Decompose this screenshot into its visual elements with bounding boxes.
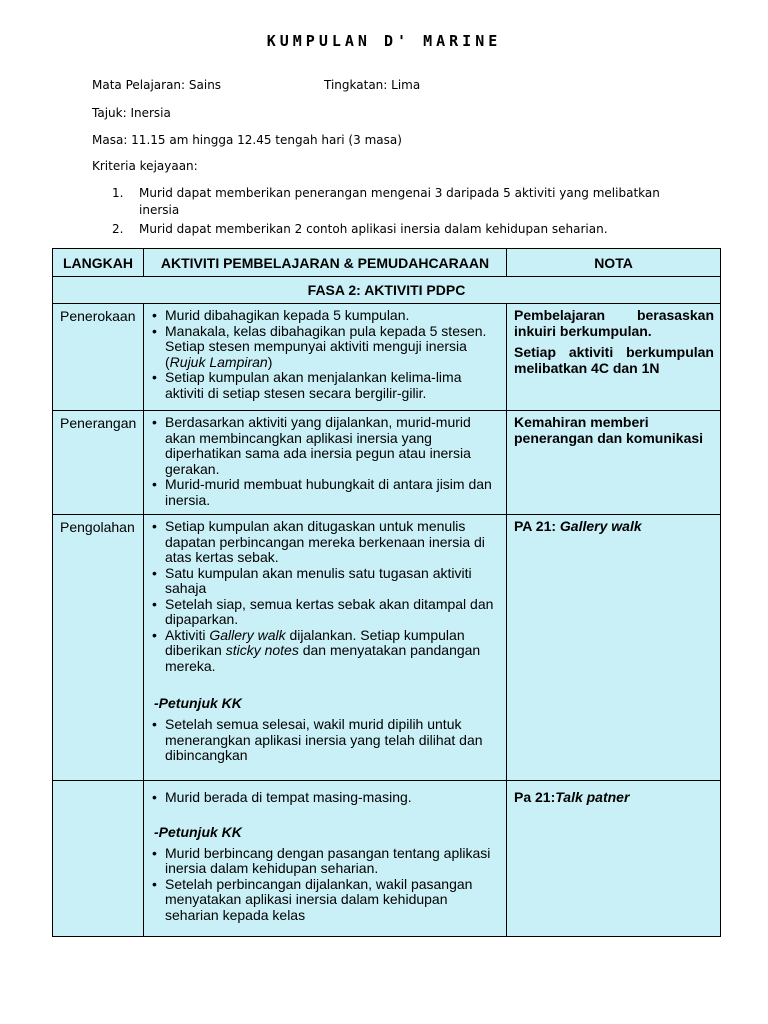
- criteria-number: 1.: [112, 186, 124, 200]
- step-label: [53, 781, 144, 937]
- criteria-item: [112, 185, 672, 219]
- list-item: • Setiap kumpulan akan ditugaskan untuk menulis dapatan perbincangan mereka berkenaan inersia di atas kertas sebak.: [152, 518, 485, 565]
- activities-cell: [144, 411, 507, 515]
- list-item: • Satu kumpulan akan menulis satu tugasan aktiviti sahaja: [152, 564, 472, 596]
- notes-cell: PA 21: Gallery walk: [507, 515, 721, 781]
- bullet-icon: •: [152, 307, 157, 323]
- bullet-icon: •: [152, 476, 157, 492]
- bullet-icon: •: [152, 716, 157, 732]
- petunjuk-heading: -Petunjuk KK: [154, 823, 242, 840]
- table-row: [53, 411, 721, 515]
- petunjuk-heading: -Petunjuk KK: [154, 695, 242, 711]
- phase-title: FASA 2: AKTIVITI PDPC: [53, 277, 721, 304]
- criteria-item: [112, 221, 672, 238]
- step-label: Penerangan: [53, 411, 144, 515]
- bullet-icon: •: [152, 844, 157, 861]
- list-item: • Murid-murid membuat hubungkait di antara jisim dan inersia.: [152, 476, 492, 508]
- document-title: KUMPULAN D' MARINE: [266, 32, 502, 50]
- bullet-icon: •: [152, 414, 157, 430]
- table-row: [53, 781, 721, 937]
- list-item: • Murid berada di tempat masing-masing.: [152, 789, 412, 805]
- header-nota: NOTA: [507, 249, 721, 277]
- activities-cell: [144, 304, 507, 411]
- bullet-icon: •: [152, 564, 157, 581]
- notes-cell: Pembelajaran berasaskan inkuiri berkumpulan. Setiap aktiviti berkumpulan melibatkan 4C dan 1N: [507, 304, 721, 411]
- criteria-text: Murid dapat memberikan 2 contoh aplikasi inersia dalam kehidupan seharian.: [139, 222, 608, 236]
- table-row: [53, 304, 721, 411]
- list-item: • Setiap kumpulan akan menjalankan kelima-lima aktiviti di setiap stesen secara bergilir-gilir.: [152, 369, 462, 401]
- step-label: Penerokaan: [53, 304, 144, 411]
- list-item: • Berdasarkan aktiviti yang dijalankan, murid-murid akan membincangkan aplikasi inersia yang diperhatikan sama ada inersia pegun atau inersia gerakan.: [152, 414, 471, 477]
- bullet-icon: •: [152, 789, 157, 805]
- form-label: Tingkatan: Lima: [324, 78, 421, 92]
- bullet-icon: •: [152, 595, 157, 612]
- list-item: • Setelah siap, semua kertas sebak akan ditampal dan dipaparkan.: [152, 595, 494, 627]
- criteria-text: Murid dapat memberikan penerangan mengenai 3 daripada 5 aktiviti yang melibatkan inersia: [139, 186, 660, 217]
- bullet-icon: •: [152, 322, 157, 339]
- list-item: • Manakala, kelas dibahagikan pula kepada 5 stesen. Setiap stesen mempunyai aktiviti menguji inersia (Rujuk Lampiran): [152, 322, 487, 370]
- bullet-icon: •: [152, 626, 157, 643]
- list-item: • Murid berbincang dengan pasangan tentang aplikasi inersia dalam kehidupan seharian.: [152, 844, 491, 876]
- subject-label: Mata Pelajaran: Sains: [92, 78, 222, 92]
- activities-cell: [144, 781, 507, 937]
- phase-row: [53, 277, 721, 304]
- criteria-list: [112, 185, 672, 240]
- bullet-icon: •: [152, 369, 157, 385]
- list-item: • Setelah perbincangan dijalankan, wakil pasangan menyatakan aplikasi inersia dalam kehidupan seharian kepada kelas: [152, 875, 473, 923]
- activities-cell: [144, 515, 507, 781]
- notes-cell: Pa 21:Talk patner: [507, 781, 721, 937]
- table-row: [53, 515, 721, 781]
- list-item: • Setelah semua selesai, wakil murid dipilih untuk menerangkan aplikasi inersia yang telah dilihat dan dibincangkan: [152, 716, 483, 763]
- topic-label: Tajuk: Inersia: [92, 106, 171, 120]
- header-aktiviti: AKTIVITI PEMBELAJARAN & PEMUDAHCARAAN: [144, 249, 507, 277]
- criteria-heading: Kriteria kejayaan:: [92, 159, 198, 173]
- notes-cell: Kemahiran memberi penerangan dan komunikasi: [507, 411, 721, 515]
- lesson-plan-table: [52, 248, 721, 937]
- bullet-icon: •: [152, 875, 157, 892]
- list-item: • Aktiviti Gallery walk dijalankan. Setiap kumpulan diberikan sticky notes dan menyatakan pandangan mereka.: [152, 626, 481, 674]
- criteria-number: 2.: [112, 222, 124, 236]
- step-label: Pengolahan: [53, 515, 144, 781]
- time-label: Masa: 11.15 am hingga 12.45 tengah hari (3 masa): [92, 133, 402, 147]
- table-header-row: [53, 249, 721, 277]
- bullet-icon: •: [152, 518, 157, 534]
- list-item: • Murid dibahagikan kepada 5 kumpulan.: [152, 307, 410, 323]
- header-langkah: LANGKAH: [53, 249, 144, 277]
